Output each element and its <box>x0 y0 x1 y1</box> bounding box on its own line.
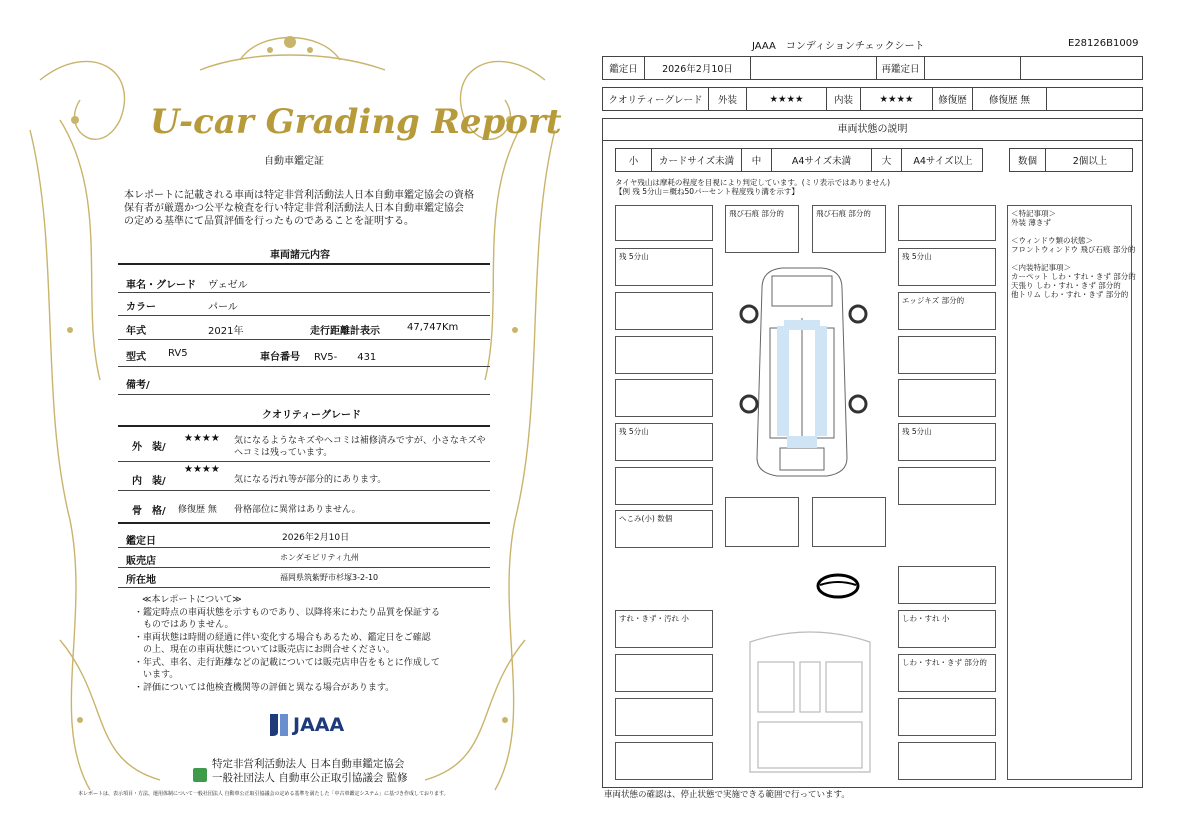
date-value: 2026年2月10日 <box>645 57 751 79</box>
mileage-value: 47,747Km <box>407 322 459 333</box>
car-top-diagram <box>722 258 882 498</box>
special-notes <box>1007 205 1136 780</box>
int-stars: ★★★★ <box>861 88 933 110</box>
ext-text-1: 気になるようなキズやヘコミは補修済みですが、小さなキズや <box>234 436 486 446</box>
org-badge-icon <box>193 768 207 782</box>
mileage-label: 走行距離計表示 <box>310 326 380 337</box>
size-small: 小 <box>616 149 652 171</box>
intro-line-2: 保有者が厳選かつ公平な検査を行い特定非営利活動法人日本自動車鑑定協会 <box>124 203 464 214</box>
redate-label: 再鑑定日 <box>877 57 925 79</box>
note-line-5: ・年式、車名、走行距離などの記載については販売店申告をもとに作成して <box>134 658 440 668</box>
jaaa-logo-icon <box>268 712 290 738</box>
size-legend <box>615 148 983 172</box>
name-value: ヴェゼル <box>208 280 248 291</box>
grade-label: クオリティーグレード <box>603 88 709 110</box>
int-stars: ★★★★ <box>184 464 220 475</box>
tire-rr-label: 残 5分山 <box>898 423 996 461</box>
note-line-3: ・車両状態は時間の経過に伴い変化する場合もあるため、鑑定日をご確認 <box>134 633 431 643</box>
note-line-1: ・鑑定時点の車両状態を示すものであり、以降将来にわたり品質を保証する <box>134 608 441 618</box>
intro-line-3: の定める基準にて品質評価を行ったものであることを証明する。 <box>124 216 414 227</box>
seat-right-label-1: しわ・すれ 小 <box>898 610 996 648</box>
note-line-2: ものではありません。 <box>134 620 234 630</box>
chassis-value: RV5- 431 <box>314 352 377 363</box>
special-int-3: 他トリム しわ・すれ・きず 部分的 <box>1011 290 1129 299</box>
int-text: 気になる汚れ等が部分的にあります。 <box>234 475 387 485</box>
tire-note-1: タイヤ残山は摩耗の程度を目視により判定しています。(ミリ表示ではありません) <box>615 178 891 187</box>
dealer-value: ホンダモビリティ九州 <box>280 553 359 562</box>
size-large-desc: A4サイズ以上 <box>913 156 973 167</box>
grade-row <box>602 87 1143 111</box>
remarks-label: 備考/ <box>126 380 150 391</box>
size-small-desc: カードサイズ未満 <box>652 149 742 171</box>
notes-heading: ≪本レポートについて≫ <box>142 595 242 605</box>
note-line-6: います。 <box>134 670 179 680</box>
right-footer: 車両状態の確認は、停止状態で実施できる範囲で行っています。 <box>604 790 850 800</box>
dent-label: へこみ(小) 数個 <box>615 510 713 548</box>
date-row <box>602 56 1143 80</box>
logo-text: JAAA <box>293 714 345 736</box>
repair-label: 修復歴 <box>933 88 973 110</box>
footer-note: 本レポートは、表示項目・方法、運用体制について一般社団法人 自動車公正取引協議会の定める基準を満たした「中古車鑑定システム」に基づき作成しております。 <box>78 791 449 797</box>
special-int-2: 天張り しわ・すれ・きず 部分的 <box>1011 281 1121 290</box>
edge-label: エッジキズ 部分的 <box>898 292 996 330</box>
name-label: 車名・グレード <box>126 280 196 291</box>
int-label: 内装 <box>827 88 861 110</box>
ext-label: 外 装/ <box>132 442 166 453</box>
chip-label-2: 飛び石痕 部分的 <box>812 205 886 253</box>
int-label: 内 装/ <box>132 476 166 487</box>
frame-text: 骨格部位に異常はありません。 <box>234 505 361 515</box>
tire-rl-label: 残 5分山 <box>615 423 713 461</box>
special-int-1: カーペット しわ・すれ・きず 部分的 <box>1011 272 1136 281</box>
date-value: 2026年2月10日 <box>282 533 350 543</box>
spec-heading: 車両諸元内容 <box>270 250 330 261</box>
count-desc: 2個以上 <box>1072 156 1108 167</box>
ext-label: 外装 <box>709 88 747 110</box>
car-interior-diagram <box>740 622 880 782</box>
date-label: 鑑定日 <box>603 57 645 79</box>
size-mid-desc: A4サイズ未満 <box>772 149 872 171</box>
model-value: RV5 <box>168 348 188 359</box>
report-title: U-car Grading Report <box>150 102 562 142</box>
size-large: 大 <box>872 149 902 171</box>
chip-label-1: 飛び石痕 部分的 <box>725 205 799 253</box>
note-line-7: ・評価については他検査機関等の評価と異なる場合があります。 <box>134 683 395 693</box>
color-value: パール <box>208 302 238 313</box>
org-line-1: 特定非営利活動法人 日本自動車鑑定協会 <box>212 758 405 770</box>
special-win: フロントウィンドウ 飛び石痕 部分的 <box>1011 245 1136 254</box>
color-label: カラー <box>126 302 156 313</box>
frame-label: 骨 格/ <box>132 506 166 517</box>
special-win-heading: ＜ウィンドウ類の状態＞ <box>1011 236 1094 245</box>
model-label: 型式 <box>126 352 146 363</box>
seat-right-label-2: しわ・すれ・きず 部分的 <box>898 654 996 692</box>
ext-stars: ★★★★ <box>747 88 827 110</box>
ext-text-2: ヘコミは残っています。 <box>234 448 333 458</box>
seat-left-label: すれ・きず・汚れ 小 <box>615 610 713 648</box>
section-title: 車両状態の説明 <box>603 119 1142 141</box>
sheet-title: JAAA コンディションチェックシート <box>752 41 925 52</box>
tire-fr-label: 残 5分山 <box>898 248 996 286</box>
year-value: 2021年 <box>208 326 244 337</box>
repair-value: 修復歴 無 <box>973 88 1047 110</box>
org-line-2: 一般社団法人 自動車公正取引協議会 監修 <box>212 772 408 784</box>
report-subtitle: 自動車鑑定証 <box>264 156 324 167</box>
steering-wheel-icon <box>816 573 860 599</box>
date-label: 鑑定日 <box>126 536 156 547</box>
intro-line-1: 本レポートに記載される車両は特定非営利活動法人日本自動車鑑定協会の資格 <box>124 190 474 201</box>
frame-value: 修復歴 無 <box>178 505 217 515</box>
loc-value: 福岡県筑紫野市杉塚3-2-10 <box>280 573 379 582</box>
dealer-label: 販売店 <box>126 556 156 567</box>
ext-stars: ★★★★ <box>184 433 220 444</box>
year-label: 年式 <box>126 326 146 337</box>
doc-id: E28126B1009 <box>1068 38 1139 49</box>
count-label: 数個 <box>1010 149 1046 171</box>
chassis-label: 車台番号 <box>260 352 300 363</box>
special-ext: 外装 薄きず <box>1011 218 1051 227</box>
tire-note-2: 【例 残 5分山＝概ね50パーセント程度残り溝を示す】 <box>615 187 799 196</box>
count-legend <box>1009 148 1133 172</box>
loc-label: 所在地 <box>126 575 156 586</box>
special-int-heading: ＜内装特記事項＞ <box>1011 263 1071 272</box>
special-ext-heading: ＜特記事項＞ <box>1011 209 1056 218</box>
quality-heading: クオリティーグレード <box>262 410 361 421</box>
grading-report <box>0 0 585 835</box>
size-mid: 中 <box>742 149 772 171</box>
note-line-4: の上、現在の車両状態については販売店にお問合せください。 <box>134 645 395 655</box>
tire-fl-label: 残 5分山 <box>615 248 713 286</box>
